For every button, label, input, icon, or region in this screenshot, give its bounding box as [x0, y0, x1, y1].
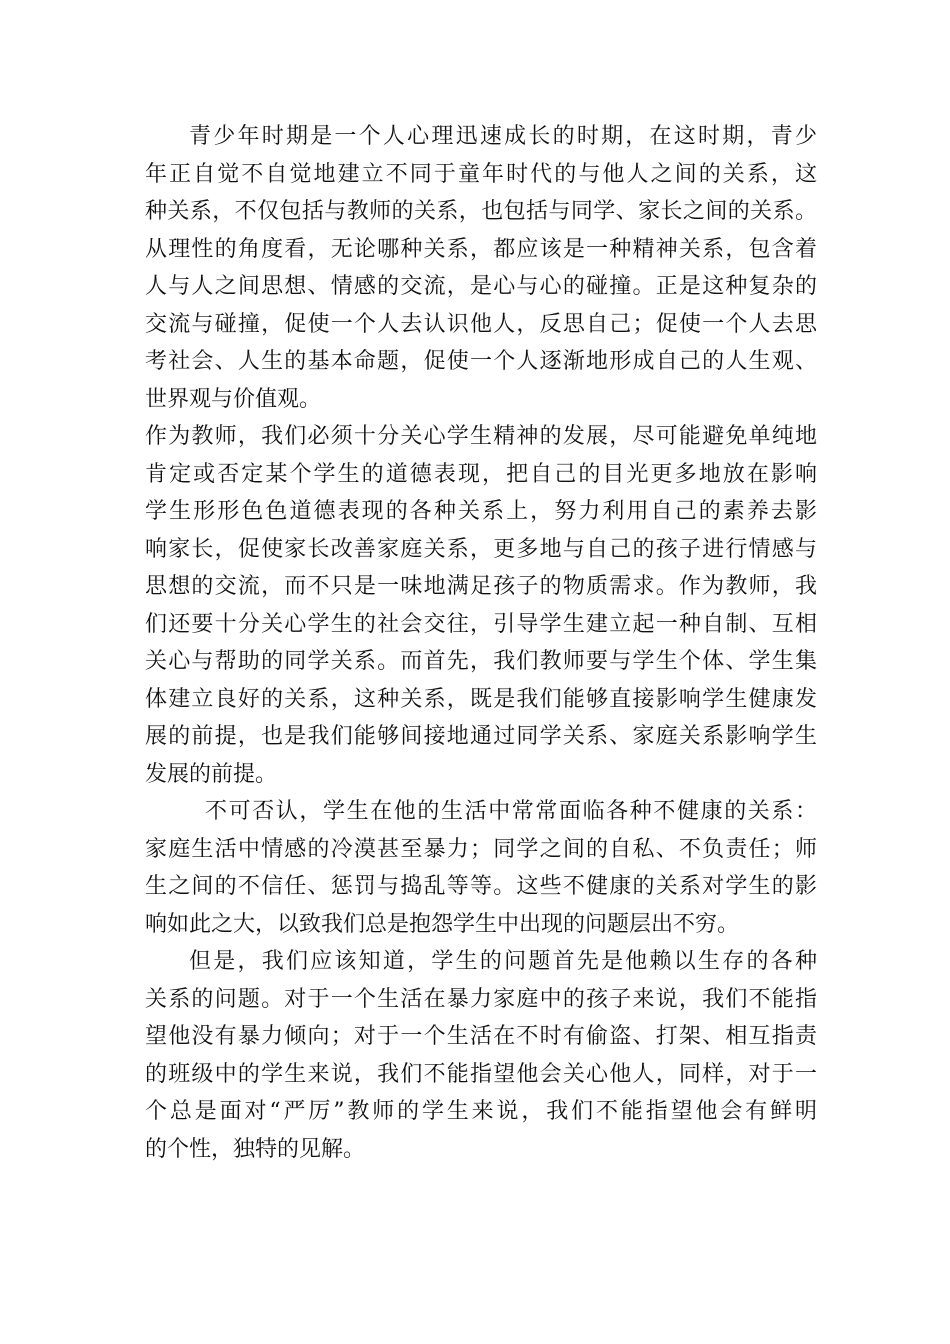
text-line: 关心与帮助的同学关系。而首先，我们教师要与学生个体、学生集 — [145, 649, 817, 674]
paragraph-4 — [145, 943, 817, 1168]
text-line: 响家长，促使家长改善家庭关系，更多地与自己的孩子进行情感与 — [145, 536, 817, 562]
text-line: 的班级中的学生来说，我们不能指望他会关心他人，同样，对于一 — [145, 1061, 817, 1087]
paragraph-1 — [145, 118, 817, 418]
text-line: 考社会、人生的基本命题，促使一个人逐渐地形成自己的人生观、 — [145, 349, 817, 374]
text-line: 种关系，不仅包括与教师的关系，也包括与同学、家长之间的关系。 — [145, 199, 817, 224]
text-line: 青少年时期是一个人心理迅速成长的时期，在这时期，青少 — [189, 124, 817, 149]
text-line: 交流与碰撞，促使一个人去认识他人，反思自己；促使一个人去思 — [145, 311, 817, 337]
text-line: 不可否认，学生在他的生活中常常面临各种不健康的关系： — [205, 799, 817, 824]
text-line: 作为教师，我们必须十分关心学生精神的发展，尽可能避免单纯地 — [145, 424, 817, 449]
text-line: 但是，我们应该知道，学生的问题首先是他赖以生存的各种 — [189, 949, 817, 974]
text-line: 学生形形色色道德表现的各种关系上，努力利用自己的素养去影 — [145, 499, 817, 524]
paragraph-3 — [145, 793, 817, 943]
paragraph-2 — [145, 418, 817, 793]
text-line: 关系的问题。对于一个生活在暴力家庭中的孩子来说，我们不能指 — [145, 986, 817, 1012]
text-line: 体建立良好的关系，这种关系，既是我们能够直接影响学生健康发 — [145, 686, 817, 712]
text-line: 世界观与价值观。 — [145, 386, 322, 412]
text-line: 生之间的不信任、惩罚与捣乱等等。这些不健康的关系对学生的影 — [145, 874, 817, 899]
text-line: 思想的交流，而不只是一味地满足孩子的物质需求。作为教师，我 — [145, 574, 817, 599]
text-line: 发展的前提。 — [145, 761, 278, 787]
text-line: 人与人之间思想、情感的交流，是心与心的碰撞。正是这种复杂的 — [145, 274, 817, 299]
text-line: 响如此之大，以致我们总是抱怨学生中出现的问题层出不穷。 — [145, 911, 740, 937]
text-line: 家庭生活中情感的冷漠甚至暴力；同学之间的自私、不负责任；师 — [145, 836, 817, 862]
text-line: 年正自觉不自觉地建立不同于童年时代的与他人之间的关系，这 — [145, 161, 817, 187]
text-line: 的个性，独特的见解。 — [145, 1136, 366, 1162]
text-line: 望他没有暴力倾向；对于一个生活在不时有偷盗、打架、相互指责 — [145, 1024, 817, 1049]
text-line: 个总是面对“严厉”教师的学生来说，我们不能指望他会有鲜明 — [145, 1099, 817, 1124]
text-line: 肯定或否定某个学生的道德表现，把自己的目光更多地放在影响 — [145, 461, 817, 487]
text-line: 们还要十分关心学生的社会交往，引导学生建立起一种自制、互相 — [145, 611, 817, 637]
text-line: 展的前提，也是我们能够间接地通过同学关系、家庭关系影响学生 — [145, 724, 817, 749]
text-line: 从理性的角度看，无论哪种关系，都应该是一种精神关系，包含着 — [145, 236, 817, 262]
document-body — [145, 118, 817, 1168]
